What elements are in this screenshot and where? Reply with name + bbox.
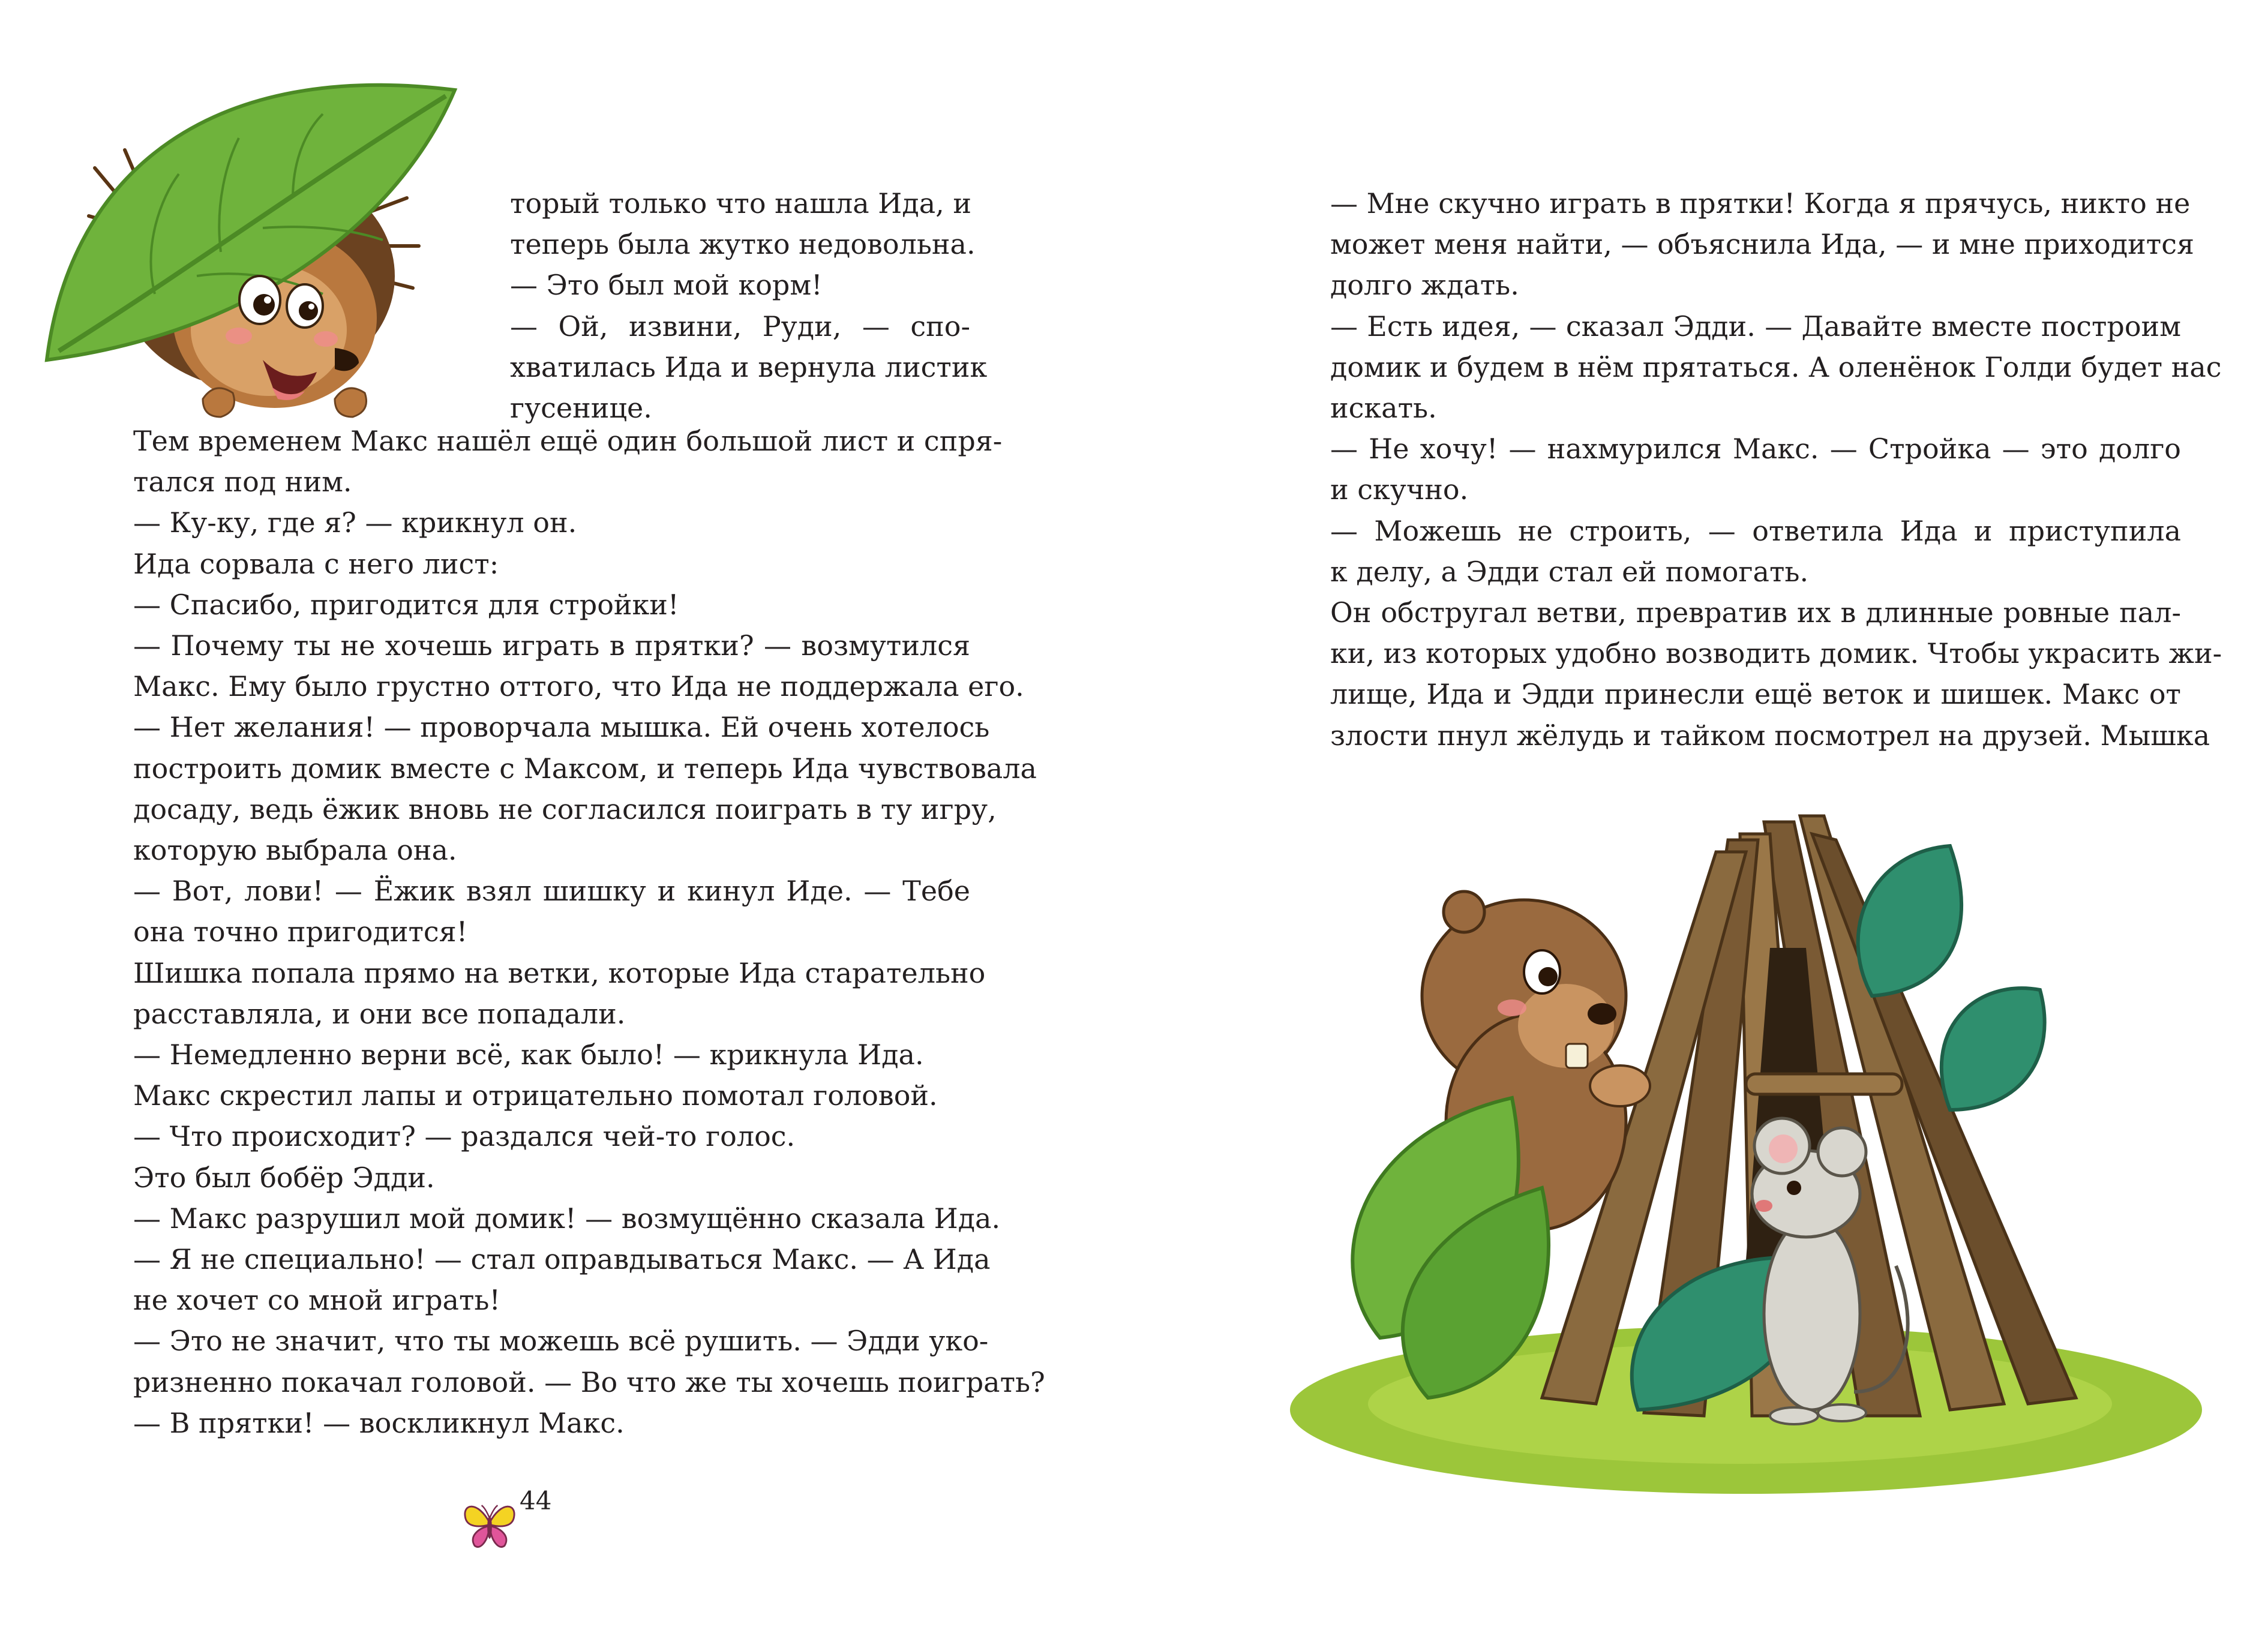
text-line: Он обстругал ветви, превратив их в длинные ровные пал- (1330, 596, 2181, 629)
text-line: — Не хочу! — нахмурился Макс. — Стройка — это долго (1330, 433, 2181, 466)
text-line: Шишка попала прямо на ветки, которые Ида старательно (133, 956, 986, 989)
hedgehog-under-leaf-illustration (23, 48, 497, 432)
text-line: — Что происходит? — раздался чей-то голос. (133, 1120, 796, 1153)
text-line: — В прятки! — воскликнул Макс. (133, 1406, 625, 1439)
text-line: — Макс разрушил мой домик! — возмущённо сказала Ида. (133, 1202, 1001, 1235)
text-line: Макс скрестил лапы и отрицательно помотал головой. (133, 1079, 938, 1112)
text-line: — Немедленно верни всё, как было! — крикнула Ида. (133, 1038, 924, 1071)
text-line: — Можешь не строить, — ответила Ида и приступила (1330, 514, 2181, 547)
text-line: — Это был мой корм! (510, 269, 823, 302)
text-line: она точно пригодится! (133, 915, 468, 948)
butterfly-icon (461, 1495, 518, 1553)
text-line: долго ждать. (1330, 269, 1519, 302)
text-line: может меня найти, — объяснила Ида, — и мне приходится (1330, 228, 2195, 261)
left-page-wrapped-text (510, 183, 988, 428)
text-line: гусенице. (510, 392, 652, 425)
text-line: лище, Ида и Эдди принесли ещё веток и шишек. Макс от (1330, 678, 2181, 711)
text-line: досаду, ведь ёжик вновь не согласился поиграть в ту игру, (133, 793, 997, 825)
text-line: Тем временем Макс нашёл ещё один большой лист и спря- (133, 425, 1003, 457)
text-line: построить домик вместе с Максом, и теперь Ида чувствовала (133, 752, 1037, 785)
left-page-body-text (133, 421, 1045, 1443)
text-line: Макс. Ему было грустно оттого, что Ида не поддержала его. (133, 670, 1024, 703)
stick-hut-illustration (1284, 798, 2202, 1506)
mouse-eye (1787, 1181, 1801, 1195)
beaver-nose (1588, 1003, 1616, 1025)
text-line: — Это не значит, что ты можешь всё рушить. — Эдди уко- (133, 1325, 989, 1358)
text-line: теперь была жутко недовольна. (510, 228, 976, 261)
text-line: искать. (1330, 392, 1437, 425)
text-line: ки, из которых удобно возводить домик. Чтобы украсить жи- (1330, 637, 2222, 670)
text-line: которую выбрала она. (133, 834, 457, 867)
page-number: 44 (520, 1486, 552, 1515)
text-line: — Нет желания! — проворчала мышка. Ей очень хотелось (133, 711, 990, 744)
text-line: к делу, а Эдди стал ей помогать. (1330, 555, 1809, 588)
text-line: — Вот, лови! — Ёжик взял шишку и кинул Иде. — Тебе (133, 875, 970, 908)
right-page-body-text (1330, 183, 2222, 756)
text-line: Это был бобёр Эдди. (133, 1161, 435, 1194)
text-line: тался под ним. (133, 466, 352, 499)
right-page (1134, 0, 2268, 1630)
text-line: злости пнул жёлудь и тайком посмотрел на друзей. Мышка (1330, 719, 2210, 752)
text-line: — Есть идея, — сказал Эдди. — Давайте вместе построим (1330, 310, 2181, 343)
text-line: — Ой, извини, Руди, — спо- (510, 310, 970, 343)
text-line: — Ку-ку, где я? — крикнул он. (133, 506, 577, 539)
text-line: хватилась Ида и вернула листик (510, 350, 988, 383)
text-line: — Почему ты не хочешь играть в прятки? — возмутился (133, 629, 970, 662)
text-line: расставляла, и они все попадали. (133, 997, 626, 1030)
text-line: и скучно. (1330, 473, 1469, 506)
text-line: домик и будем в нём прятаться. А оленёнок Голди будет нас (1330, 350, 2222, 383)
text-line: торый только что нашла Ида, и (510, 187, 972, 220)
text-line: Ида сорвала с него лист: (133, 547, 499, 580)
text-line: — Я не специально! — стал оправдываться Макс. — А Ида (133, 1243, 991, 1276)
page-number-group (461, 1484, 563, 1556)
text-line: ризненно покачал головой. — Во что же ты хочешь поиграть? (133, 1365, 1045, 1398)
text-line: не хочет со мной играть! (133, 1284, 500, 1317)
text-line: — Мне скучно играть в прятки! Когда я прячусь, никто не (1330, 187, 2191, 220)
text-line: — Спасибо, пригодится для стройки! (133, 588, 679, 621)
